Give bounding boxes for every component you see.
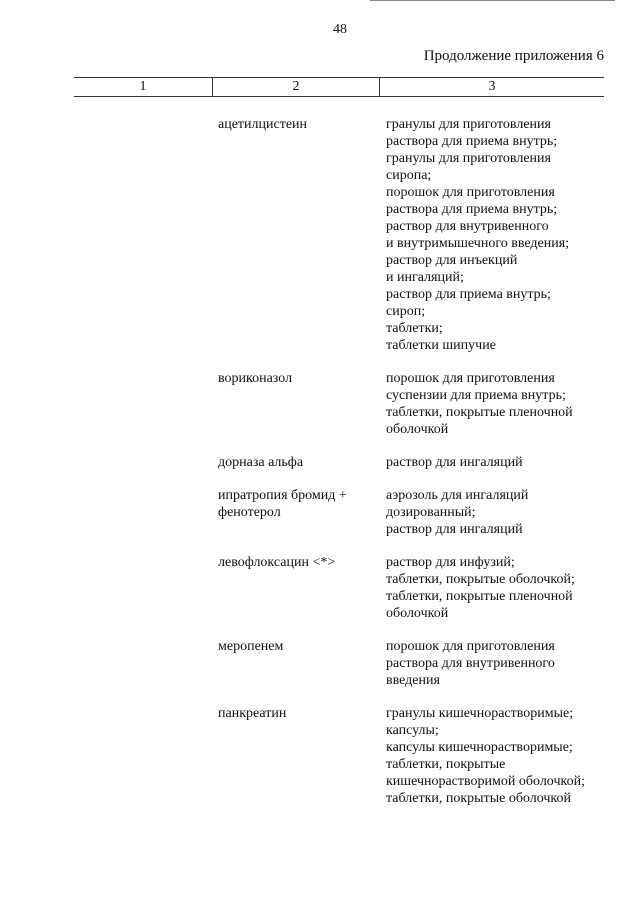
drug-forms: [386, 370, 616, 438]
drug-entry: [0, 554, 640, 622]
page-number: 48: [333, 22, 347, 37]
drug-form-line: раствор для инфузий;: [386, 555, 515, 570]
drug-form-line: таблетки, покрытые оболочкой: [386, 791, 572, 806]
drug-form-line: таблетки, покрытые оболочкой;: [386, 572, 575, 587]
drug-form-line: и внутримышечного введения;: [386, 236, 570, 251]
drug-form-line: раствор для ингаляций: [386, 522, 523, 537]
drug-name: дорназа альфа: [218, 455, 304, 470]
drug-form-line: раствора для приема внутрь;: [386, 134, 558, 149]
drug-form-line: порошок для приготовления: [386, 639, 555, 654]
drug-form-line: введения: [386, 673, 440, 688]
drug-form-line: суспензии для приема внутрь;: [386, 388, 566, 403]
drug-name: панкреатин: [218, 706, 287, 721]
drug-name: ипратропия бромид + фенотерол: [218, 488, 347, 520]
drug-name: ацетилцистеин: [218, 117, 308, 132]
drug-form-line: гранулы для приготовления: [386, 117, 551, 132]
drug-form-line: таблетки, покрытые: [386, 757, 506, 772]
drug-form-line: капсулы;: [386, 723, 439, 738]
drug-name: вориконазол: [218, 371, 293, 386]
drug-entry: [0, 116, 640, 354]
drug-form-line: гранулы для приготовления: [386, 151, 551, 166]
table-header-row: [74, 77, 604, 97]
drug-form-line: раствора для приема внутрь;: [386, 202, 558, 217]
continuation-heading: Продолжение приложения 6: [423, 48, 604, 64]
drug-forms: [386, 554, 616, 622]
drug-form-line: таблетки, покрытые пленочной: [386, 405, 573, 420]
drug-form-line: сироп;: [386, 304, 426, 319]
drug-form-line: таблетки, покрытые пленочной: [386, 589, 573, 604]
table-header-col-1: 1: [139, 79, 147, 94]
drug-forms: [386, 705, 616, 807]
drug-form-line: раствор для ингаляций: [386, 455, 523, 470]
top-rule: [370, 0, 615, 1]
drug-form-line: раствора для внутривенного: [386, 656, 555, 671]
drug-forms: [386, 638, 616, 689]
drug-entry: [0, 705, 640, 807]
drug-form-line: порошок для приготовления: [386, 371, 555, 386]
drug-form-line: раствор для внутривенного: [386, 219, 549, 234]
drug-form-line: гранулы кишечнорастворимые;: [386, 706, 574, 721]
drug-list: [0, 116, 640, 823]
drug-form-line: порошок для приготовления: [386, 185, 555, 200]
drug-form-line: аэрозоль для ингаляций: [386, 488, 529, 503]
drug-form-line: сиропа;: [386, 168, 432, 183]
drug-form-line: таблетки шипучие: [386, 338, 496, 353]
drug-entry: [0, 454, 640, 471]
drug-form-line: капсулы кишечнорастворимые;: [386, 740, 573, 755]
drug-form-line: и ингаляций;: [386, 270, 464, 285]
drug-form-line: раствор для приема внутрь;: [386, 287, 551, 302]
drug-entry: [0, 638, 640, 689]
drug-form-line: кишечнорастворимой оболочкой;: [386, 774, 585, 789]
drug-entry: [0, 487, 640, 538]
drug-form-line: таблетки;: [386, 321, 443, 336]
table-header-col-2: 2: [212, 78, 379, 96]
drug-form-line: оболочкой: [386, 606, 449, 621]
table-header-col-3: 3: [379, 78, 604, 96]
drug-forms: [386, 487, 616, 538]
drug-forms: [386, 454, 616, 471]
drug-name: меропенем: [218, 639, 284, 654]
drug-form-line: раствор для инъекций: [386, 253, 518, 268]
drug-entry: [0, 370, 640, 438]
drug-form-line: оболочкой: [386, 422, 449, 437]
drug-form-line: дозированный;: [386, 505, 476, 520]
drug-name: левофлоксацин <*>: [218, 555, 336, 570]
drug-forms: [386, 116, 616, 354]
